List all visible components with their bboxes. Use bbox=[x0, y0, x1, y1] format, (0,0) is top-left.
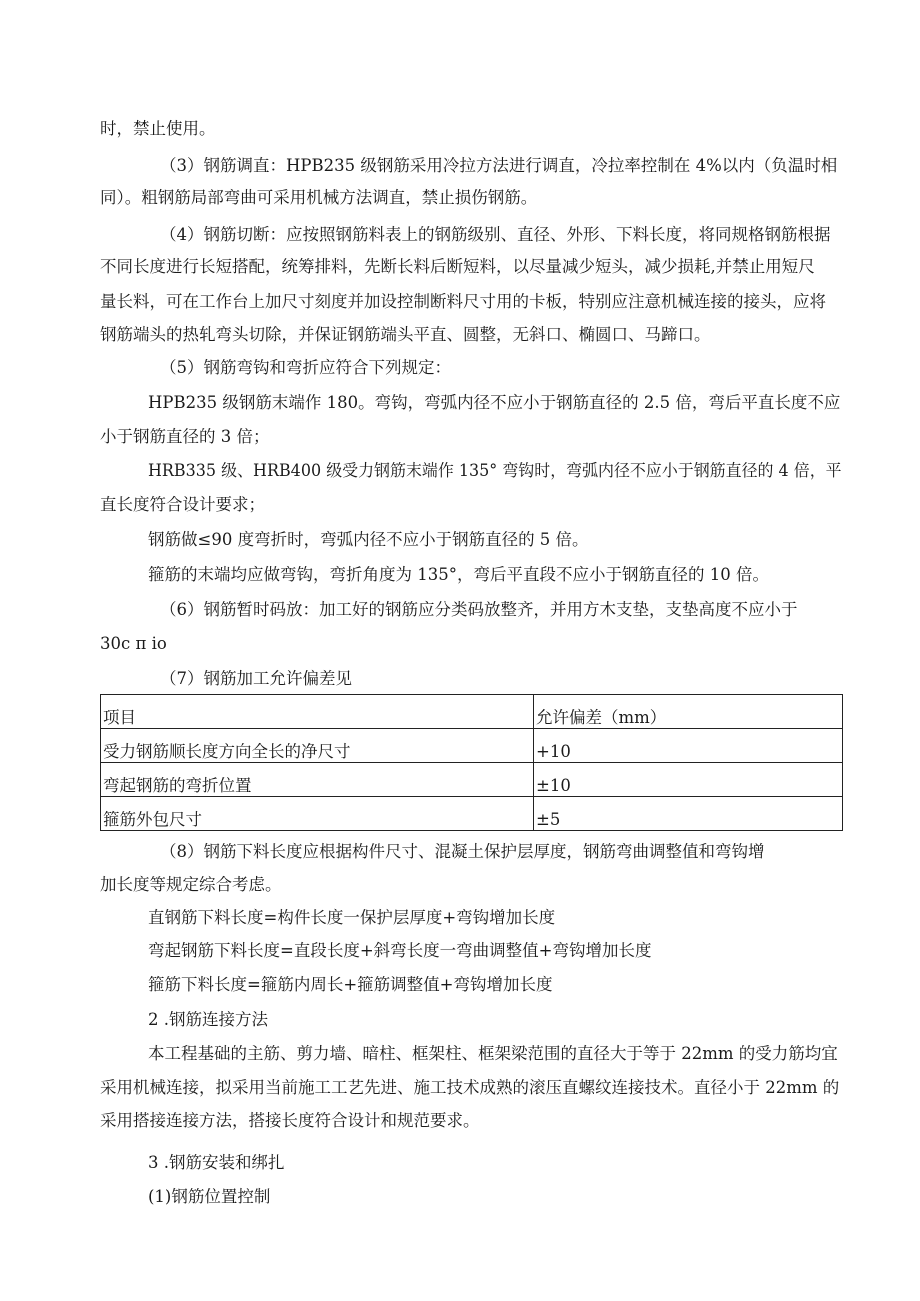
paragraph-line: HRB335 级、HRB400 级受力钢筋末端作 135° 弯钩时，弯弧内径不应小于钢筋直径的 4 倍，平 bbox=[148, 461, 842, 480]
paragraph-line: 钢筋端头的热轧弯头切除，并保证钢筋端头平直、圆整，无斜口、椭圆口、马蹄口。 bbox=[100, 325, 711, 344]
table-cell: 箍筋外包尺寸 bbox=[101, 797, 534, 831]
table-cell: 受力钢筋顺长度方向全长的净尺寸 bbox=[101, 729, 534, 763]
formula-line: 直钢筋下料长度=构件长度一保护层厚度+弯钩增加长度 bbox=[148, 908, 556, 927]
paragraph-line: 加长度等规定综合考虑。 bbox=[100, 875, 282, 894]
formula-line: 箍筋下料长度=箍筋内周长+箍筋调整值+弯钩增加长度 bbox=[148, 975, 553, 994]
paragraph-line: 箍筋的末端均应做弯钩，弯折角度为 135°，弯后平直段不应小于钢筋直径的 10 倍。 bbox=[148, 565, 769, 584]
paragraph-line: 本工程基础的主筋、剪力墙、暗柱、框架柱、框架梁范围的直径大于等于 22mm 的受力筋均宜 bbox=[148, 1044, 838, 1063]
paragraph-line: 钢筋做≤90 度弯折时，弯弧内径不应小于钢筋直径的 5 倍。 bbox=[148, 530, 589, 549]
paragraph-line: 小于钢筋直径的 3 倍； bbox=[100, 427, 270, 446]
paragraph-line: 时，禁止使用。 bbox=[100, 119, 216, 138]
paragraph-line: 直长度符合设计要求； bbox=[100, 495, 265, 514]
table-cell: ±5 bbox=[534, 797, 843, 831]
paragraph-line: 采用搭接连接方法，搭接长度符合设计和规范要求。 bbox=[100, 1111, 480, 1130]
paragraph-line: 30c π io bbox=[100, 634, 167, 653]
section-heading: 2 .钢筋连接方法 bbox=[148, 1010, 268, 1029]
paragraph-line: HPB235 级钢筋末端作 180。弯钩，弯弧内径不应小于钢筋直径的 2.5 倍，弯后平直长度不应 bbox=[148, 393, 841, 412]
table-cell: 弯起钢筋的弯折位置 bbox=[101, 763, 534, 797]
paragraph-line: 不同长度进行长短搭配，统筹排料，先断长料后断短料，以尽量减少短头，减少损耗,并禁止用短尺 bbox=[100, 257, 815, 276]
formula-line: 弯起钢筋下料长度=直段长度+斜弯长度一弯曲调整值+弯钩增加长度 bbox=[148, 941, 652, 960]
paragraph-line: （6）钢筋暂时码放：加工好的钢筋应分类码放整齐，并用方木支垫，支垫高度不应小于 bbox=[160, 600, 798, 619]
table-row bbox=[101, 729, 843, 763]
paragraph-line: （5）钢筋弯钩和弯折应符合下列规定： bbox=[160, 358, 451, 377]
table-caption: （7）钢筋加工允许偏差见 bbox=[160, 669, 352, 688]
section-heading: 3 .钢筋安装和绑扎 bbox=[148, 1153, 285, 1172]
table-cell: +10 bbox=[534, 729, 843, 763]
paragraph-line: （3）钢筋调直：HPB235 级钢筋采用冷拉方法进行调直，冷拉率控制在 4%以内（负温时相 bbox=[160, 156, 838, 175]
paragraph-line: 量长料，可在工作台上加尺寸刻度并加设控制断料尺寸用的卡板，特别应注意机械连接的接头，应将 bbox=[100, 292, 826, 311]
table-row bbox=[101, 763, 843, 797]
table-header-cell: 允许偏差（mm） bbox=[534, 695, 843, 729]
table-row bbox=[101, 797, 843, 831]
paragraph-line: （8）钢筋下料长度应根据构件尺寸、混凝土保护层厚度，钢筋弯曲调整值和弯钩增 bbox=[160, 842, 765, 861]
paragraph-line: 采用机械连接，拟采用当前施工工艺先进、施工技术成熟的滚压直螺纹连接技术。直径小于 22mm 的 bbox=[100, 1078, 840, 1097]
table-header-row bbox=[101, 695, 843, 729]
paragraph-line: （4）钢筋切断：应按照钢筋料表上的钢筋级别、直径、外形、下料长度，将同规格钢筋根据 bbox=[160, 225, 831, 244]
table-header-cell: 项目 bbox=[101, 695, 534, 729]
subsection-heading: (1)钢筋位置控制 bbox=[148, 1187, 271, 1206]
paragraph-line: 同）。粗钢筋局部弯曲可采用机械方法调直，禁止损伤钢筋。 bbox=[100, 188, 538, 207]
tolerance-table bbox=[100, 694, 843, 831]
table-cell: ±10 bbox=[534, 763, 843, 797]
